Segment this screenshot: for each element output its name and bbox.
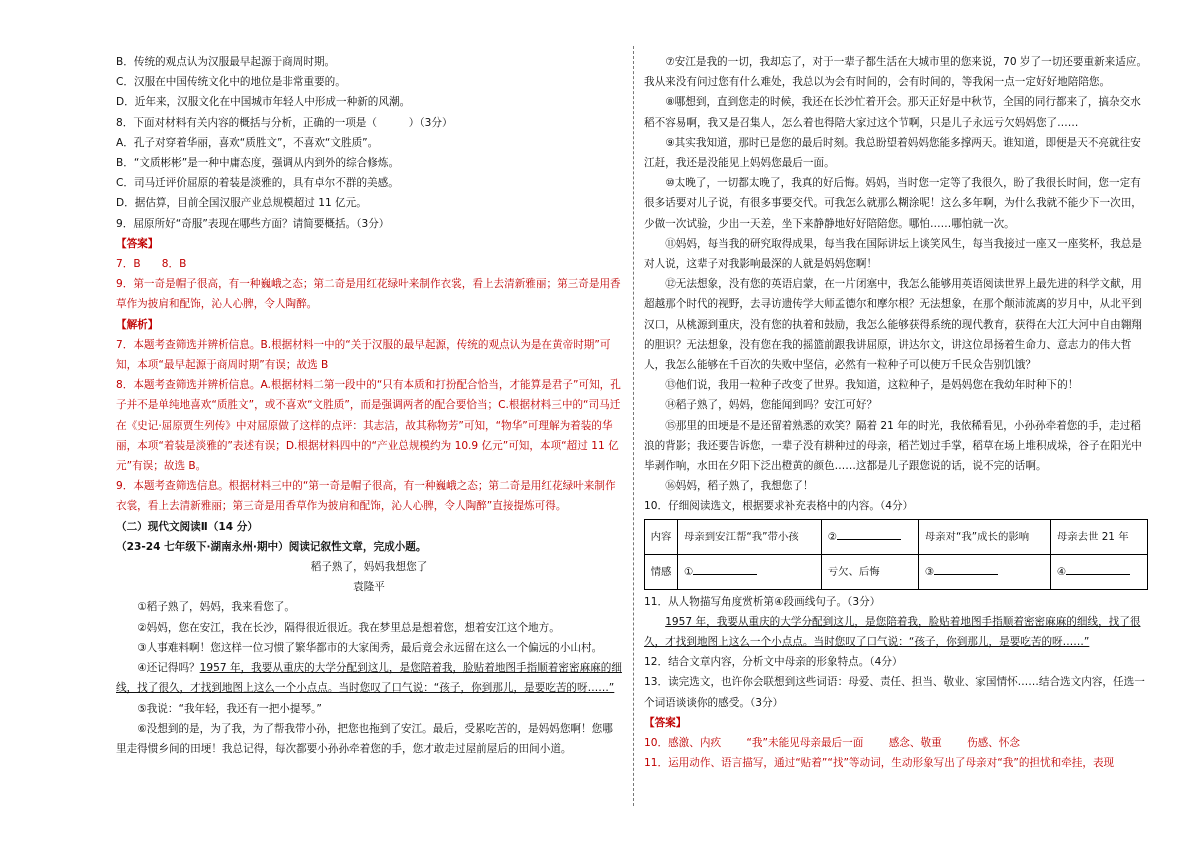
paragraph-14: ⑭稻子熟了，妈妈，您能闻到吗？安江可好？ bbox=[665, 399, 878, 412]
answer-heading: 【答案】 bbox=[116, 237, 159, 250]
q7-option-c: C．汉服在中国传统文化中的地位是非常重要的。 bbox=[116, 76, 346, 89]
q7-option-d: D．近年来，汉服文化在中国城市年轻人中形成一种新的风潮。 bbox=[116, 96, 411, 109]
q11-quote: 1957 年，我要从重庆的大学分配到这儿，是您陪着我，脸贴着地图手指顺着密密麻麻的细线，找了很久，才找到地图上这么一个小点点。当时您叹了口气说：“孩子，你到那儿，是要吃苦的呀……” bbox=[644, 615, 1141, 649]
paragraph-16: ⑯妈妈，稻子熟了，我想您了！ bbox=[665, 480, 814, 493]
analysis-7: 7．本题考查筛选并辨析信息。B.根据材料一中的“关于汉服的最早起源，传统的观点认为是在黄帝时期”可知，本项“最早起源于商周时期”有误；故选 B bbox=[116, 338, 611, 372]
q7-option-b: B．传统的观点认为汉服最早起源于商周时期。 bbox=[116, 56, 336, 68]
table-row-label-content: 内容 bbox=[645, 519, 678, 554]
q8-option-b: B．“文质彬彬”是一种中庸态度，强调从内到外的综合修炼。 bbox=[116, 157, 400, 170]
q10-stem: 10．仔细阅读选文，根据要求补充表格中的内容。（4分） bbox=[644, 500, 914, 513]
q13-stem: 13．读完选文，也许你会联想到这些词语：母爱、责任、担当、敬业、家国情怀……结合选文内容，任选一个词语谈谈你的感受。（3分） bbox=[644, 676, 1145, 709]
answer-10-d: 伤感、怀念 bbox=[967, 737, 1021, 750]
paragraph-1: ①稻子熟了，妈妈，我来看您了。 bbox=[137, 601, 295, 614]
source-line: （23-24 七年级下·湖南永州·期中）阅读记叙性文章，完成小题。 bbox=[116, 540, 427, 553]
paragraph-10: ⑩太晚了，一切都太晚了，我真的好后悔。妈妈，当时您一定等了我很久，盼了我很长时间，您一定有很多话要对儿子说，有很多事要交代。可我怎么就那么糊涂呢！这么多年啊，为什么我就不能少下一次田，少做一次试验，少出一天差，坐下来静静地好好陪陪您。哪怕……哪怕就一次。 bbox=[644, 177, 1142, 230]
q8-option-c: C．司马迁评价屈原的着装是淡雅的，具有卓尔不群的美感。 bbox=[116, 177, 399, 190]
analysis-8: 8．本题考查筛选并辨析信息。A.根据材料二第一段中的“只有本质和打扮配合恰当，才能算是君子”可知，孔子并不是单纯地喜欢“质胜文”，或不喜欢“文胜质”，而是强调两者的配合要恰当；C.根据材料三中的“司马迁在《史记·屈原贾生列传》中对屈原做了这样的点评：其志洁，故其称物芳”可知，“物华”可理解为着装的华丽，本项“着装是淡雅的”表述有误；D.根据材料四中的“产业总规模约为 10.9 亿元”可知，本项“超过 11 亿元”有误；故选 B。 bbox=[116, 379, 621, 473]
q10-table bbox=[644, 519, 1148, 590]
q12-stem: 12．结合文章内容，分析文中母亲的形象特点。（4分） bbox=[644, 656, 903, 669]
analysis-heading: 【解析】 bbox=[116, 318, 159, 331]
paragraph-7: ⑦安江是我的一切，我却忘了，对于一辈子都生活在大城市里的您来说，70 岁了一切还要重新来适应。我从来没有问过您有什么难处，我总以为会有时间的，会有时间的，等我闲一点一定好好地陪陪您。 bbox=[644, 56, 1148, 89]
table-row bbox=[645, 519, 1148, 554]
table-cell-blank-3[interactable]: ③ bbox=[918, 554, 1050, 589]
paragraph-5: ⑤我说：“我年轻，我还有一把小提琴。” bbox=[137, 702, 322, 715]
answer-10-a: 10．感激、内疚 bbox=[644, 737, 722, 750]
answer-11: 11．运用动作、语言描写，通过“贴着”“找”等动词，生动形象写出了母亲对“我”的担忧和牵挂，表现 bbox=[644, 757, 1115, 770]
table-cell: 母亲到安江帮“我”带小孩 bbox=[678, 519, 822, 554]
q9-stem: 9．屈原所好“奇服”表现在哪些方面？请简要概括。（3分） bbox=[116, 217, 390, 230]
article-author: 袁隆平 bbox=[353, 581, 385, 594]
analysis-9: 9．本题考查筛选信息。根据材料三中的“第一奇是帽子很高，有一种巍峨之态；第二奇是用红花绿叶来制作衣裳，看上去清新雅丽；第三奇是用香草作为披肩和配饰，沁人心脾，令人陶醉”直接提炼可得。 bbox=[116, 480, 616, 513]
paragraph-4-prefix: ④还记得吗？ bbox=[137, 662, 200, 675]
paragraph-12: ⑫无法想象，没有您的英语启蒙，在一片闭塞中，我怎么能够用英语阅读世界上最先进的科学文献，用超越那个时代的视野，去寻访遗传学大师孟德尔和摩尔根？无法想象，在那个颠沛流离的岁月中，从北平到汉口，从桃源到重庆，没有您的执着和鼓励，我怎么能够获得系统的现代教育，获得在大江大河中自由翱翔的胆识？无法想象，没有您在我的摇篮前跟我讲屈原，讲达尔文，讲这位昂扬着生命力、意志力的伟大哲人，我怎么能够在千百次的失败中坚信，必然有一粒种子可以使万千民众告别饥饿？ bbox=[644, 278, 1142, 372]
paragraph-3: ③人事难料啊！您这样一位习惯了繁华都市的大家闺秀，最后竟会永远留在这么一个偏远的小山村。 bbox=[137, 641, 603, 654]
table-cell-blank-1[interactable]: ① bbox=[678, 554, 822, 589]
q8-option-d: D．据估算，目前全国汉服产业总规模超过 11 亿元。 bbox=[116, 197, 367, 210]
q8-stem: 8．下面对材料有关内容的概括与分析，正确的一项是（ ）（3分） bbox=[116, 116, 453, 129]
answer-heading-right: 【答案】 bbox=[644, 716, 687, 729]
answer-10 bbox=[644, 733, 1148, 753]
paragraph-6: ⑥没想到的是，为了我，为了帮我带小孙，把您也拖到了安江。最后，受累吃苦的，是妈妈您啊！您哪里走得惯乡间的田埂！我总记得，每次都要小孙孙牵着您的手，您才敢走过屋前屋后的田间小道。 bbox=[116, 722, 613, 755]
column-divider bbox=[633, 46, 634, 806]
table-cell: 母亲对“我”成长的影响 bbox=[918, 519, 1050, 554]
table-cell-blank-4[interactable]: ④ bbox=[1050, 554, 1147, 589]
table-cell: 母亲去世 21 年 bbox=[1050, 519, 1147, 554]
left-column bbox=[116, 52, 622, 759]
paragraph-4 bbox=[116, 658, 622, 698]
answer-9: 9．第一奇是帽子很高，有一种巍峨之态；第二奇是用红花绿叶来制作衣裳，看上去清新雅丽；第三奇是用香草作为披肩和配饰，沁人心脾，令人陶醉。 bbox=[116, 278, 621, 311]
answer-7-8: 7．B 8．B bbox=[116, 258, 187, 271]
section-heading: （二）现代文阅读Ⅱ（14 分） bbox=[116, 520, 258, 533]
paragraph-15: ⑮那里的田埂是不是还留着熟悉的欢笑？隔着 21 年的时光，我依稀看见，小孙孙牵着您的手，走过稻浪的背影；我还要告诉您，一辈子没有耕种过的母亲，稻芒划过手掌，稻草在场上堆积成垛，谷子在阳光中毕剥作响，水田在夕阳下泛出橙黄的颜色……这都是儿子跟您说的话，说不完的话啊。 bbox=[644, 419, 1142, 473]
answer-10-b: “我”未能见母亲最后一面 bbox=[746, 737, 864, 750]
paragraph-11: ⑪妈妈，每当我的研究取得成果，每当我在国际讲坛上谈笑风生，每当我接过一座又一座奖杯，我总是对人说，这辈子对我影响最深的人就是妈妈您啊！ bbox=[644, 237, 1142, 271]
paragraph-8: ⑧哪想到，直到您走的时候，我还在长沙忙着开会。那天正好是中秋节，全国的同行都来了，搞杂交水稻不容易啊，我又是召集人，怎么着也得陪大家过这个节啊，只是儿子永远亏欠妈妈您了…… bbox=[644, 96, 1141, 129]
table-row-label-emotion: 情感 bbox=[645, 554, 678, 589]
q8-option-a: A．孔子对穿着华丽，喜欢“质胜文”，不喜欢“文胜质”。 bbox=[116, 136, 379, 149]
q11-stem: 11．从人物描写角度赏析第④段画线句子。（3分） bbox=[644, 595, 881, 608]
table-row bbox=[645, 554, 1148, 589]
paragraph-13: ⑬他们说，我用一粒种子改变了世界。我知道，这粒种子，是妈妈您在我幼年时种下的！ bbox=[665, 379, 1079, 392]
paragraph-2: ②妈妈，您在安江，我在长沙，隔得很近很近。我在梦里总是想着您，想着安江这个地方。 bbox=[137, 621, 560, 634]
table-cell: 亏欠、后悔 bbox=[821, 554, 918, 589]
table-cell-blank-2[interactable]: ② bbox=[821, 519, 918, 554]
right-column bbox=[644, 52, 1148, 774]
answer-10-c: 感念、敬重 bbox=[888, 737, 942, 750]
article-title: 稻子熟了，妈妈我想您了 bbox=[310, 561, 428, 574]
paragraph-4-underlined: 1957 年，我要从重庆的大学分配到这儿，是您陪着我，脸贴着地图手指顺着密密麻麻的细线，找了很久，才找到地图上这么一个小点点。当时您叹了口气说：“孩子，你到那儿，是要吃苦的呀……” bbox=[116, 662, 622, 695]
paragraph-9: ⑨其实我知道，那时已是您的最后时刻。我总盼望着妈妈您能多撑两天。谁知道，即便是天不亮就往安江赶，我还是没能见上妈妈您最后一面。 bbox=[644, 136, 1141, 170]
